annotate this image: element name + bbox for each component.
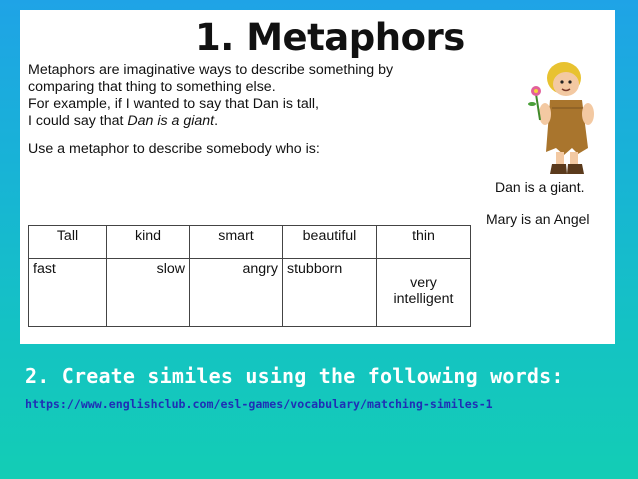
cell-line: intelligent [393, 291, 454, 307]
word-table [28, 225, 471, 327]
title-number: 1. [195, 16, 234, 59]
slide-title [195, 16, 465, 59]
intro-text [28, 62, 448, 158]
table-cell: kind [107, 226, 190, 259]
table-row [29, 259, 471, 327]
table-row [29, 226, 471, 259]
table-cell: thin [377, 226, 471, 259]
section-2-title: 2. Create similes using the following words: [25, 364, 564, 388]
intro-line-example [28, 113, 448, 130]
similes-link[interactable]: https://www.englishclub.com/esl-games/vocabulary/matching-similes-1 [25, 397, 493, 411]
intro-line: I could say that [28, 113, 128, 129]
caveman-illustration [512, 58, 602, 176]
intro-example-end: . [214, 113, 219, 129]
table-cell: Tall [29, 226, 107, 259]
intro-example: Dan is a giant [127, 113, 215, 129]
table-cell: stubborn [283, 259, 377, 327]
table-cell: beautiful [283, 226, 377, 259]
caption-giant: Dan is a giant. [495, 179, 585, 195]
slide-card [20, 10, 615, 344]
table-cell: fast [29, 259, 107, 327]
table-cell: smart [190, 226, 283, 259]
title-text: Metaphors [246, 16, 465, 59]
table-cell: angry [190, 259, 283, 327]
intro-line: comparing that thing to something else. [28, 79, 276, 95]
caption-angel: Mary is an Angel [486, 211, 590, 227]
intro-line: Metaphors are imaginative ways to describe something by [28, 62, 394, 78]
table-cell: slow [107, 259, 190, 327]
task-text: Use a metaphor to describe somebody who is: [28, 141, 320, 157]
table-cell [377, 259, 471, 327]
intro-line: For example, if I wanted to say that Dan is tall, [28, 96, 319, 112]
cell-line: very [410, 275, 437, 291]
